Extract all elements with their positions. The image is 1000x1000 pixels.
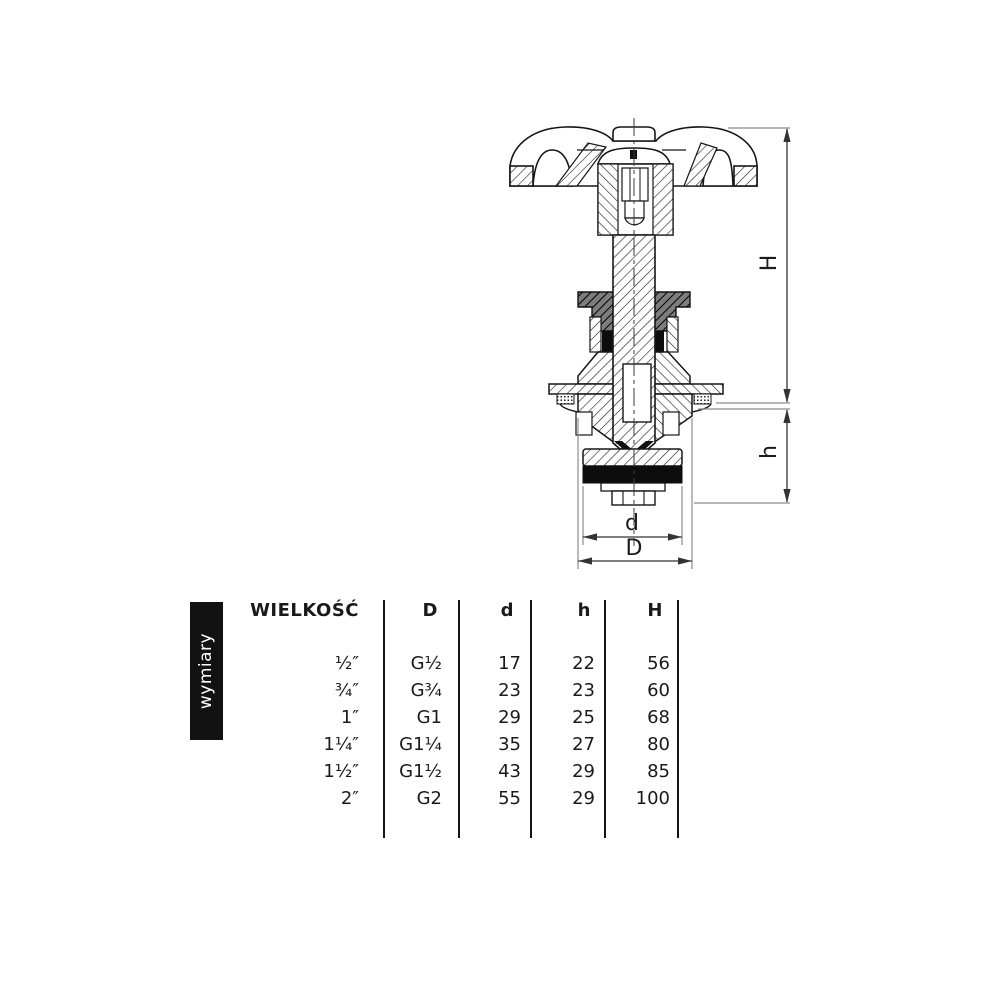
table-cell: 60 bbox=[647, 680, 670, 701]
table-cell: 1½″ bbox=[323, 761, 359, 782]
table-header-d: d bbox=[500, 600, 514, 621]
table-cell: 2″ bbox=[340, 788, 359, 809]
hub bbox=[598, 148, 673, 235]
table-cell: G2 bbox=[416, 788, 442, 809]
thread-section-left bbox=[557, 394, 574, 404]
table-cell: G¾ bbox=[410, 680, 442, 701]
table-cell: ¾″ bbox=[334, 680, 359, 701]
hub-section-left bbox=[598, 164, 618, 235]
dim-label-D: D bbox=[625, 536, 643, 561]
table-header-H: H bbox=[647, 600, 663, 621]
bonnet-neck-right bbox=[667, 317, 678, 352]
table-column-separator bbox=[677, 600, 679, 838]
table-cell: 17 bbox=[498, 653, 521, 674]
table-cell: 68 bbox=[647, 707, 670, 728]
table-cell: 23 bbox=[498, 680, 521, 701]
seal-washer bbox=[601, 483, 665, 491]
table-cell: 35 bbox=[498, 734, 521, 755]
table-cell: 80 bbox=[647, 734, 670, 755]
table-cell: 1″ bbox=[340, 707, 359, 728]
table-cell: G1¼ bbox=[399, 734, 442, 755]
bonnet-window-right bbox=[663, 412, 679, 435]
thread-section-right bbox=[694, 394, 711, 404]
dimension-D bbox=[578, 536, 692, 565]
dimension-h bbox=[757, 409, 791, 503]
table-header-size: WIELKOŚĆ bbox=[250, 600, 359, 621]
valve-disc bbox=[583, 449, 682, 466]
handwheel-rim-section-left bbox=[510, 166, 533, 186]
dim-label-d: d bbox=[625, 511, 639, 536]
table-header-h: h bbox=[577, 600, 591, 621]
handwheel-rim-section-right bbox=[734, 166, 757, 186]
table-cell: 25 bbox=[572, 707, 595, 728]
table-header-D: D bbox=[422, 600, 438, 621]
table-cell: 29 bbox=[572, 761, 595, 782]
table-cell: G1 bbox=[416, 707, 442, 728]
table-cell: 29 bbox=[498, 707, 521, 728]
table-side-label: wymiary bbox=[196, 632, 217, 710]
table-cell: ½″ bbox=[334, 653, 359, 674]
table-cell: 22 bbox=[572, 653, 595, 674]
table-cell: 56 bbox=[647, 653, 670, 674]
table-cell: 1¼″ bbox=[323, 734, 359, 755]
stem-bolt bbox=[622, 168, 648, 225]
table-cell: 23 bbox=[572, 680, 595, 701]
dimensions-table bbox=[160, 598, 677, 812]
table-cell: 100 bbox=[635, 788, 670, 809]
disc-seal bbox=[583, 466, 682, 483]
table-header-gap bbox=[160, 628, 677, 650]
dimension-H bbox=[757, 128, 791, 403]
table-cell: 55 bbox=[498, 788, 521, 809]
table-cell: G1½ bbox=[399, 761, 442, 782]
table-cell: 43 bbox=[498, 761, 521, 782]
hub-section-right bbox=[653, 164, 673, 235]
dim-label-h: h bbox=[757, 445, 782, 459]
bonnet-neck-left bbox=[590, 317, 601, 352]
table-cell: 27 bbox=[572, 734, 595, 755]
dim-label-H: H bbox=[757, 254, 782, 272]
stem-guide bbox=[623, 364, 651, 422]
table-cell: 29 bbox=[572, 788, 595, 809]
table-cell: 85 bbox=[647, 761, 670, 782]
table-cell: G½ bbox=[410, 653, 442, 674]
valve-disc-assembly bbox=[583, 449, 682, 505]
